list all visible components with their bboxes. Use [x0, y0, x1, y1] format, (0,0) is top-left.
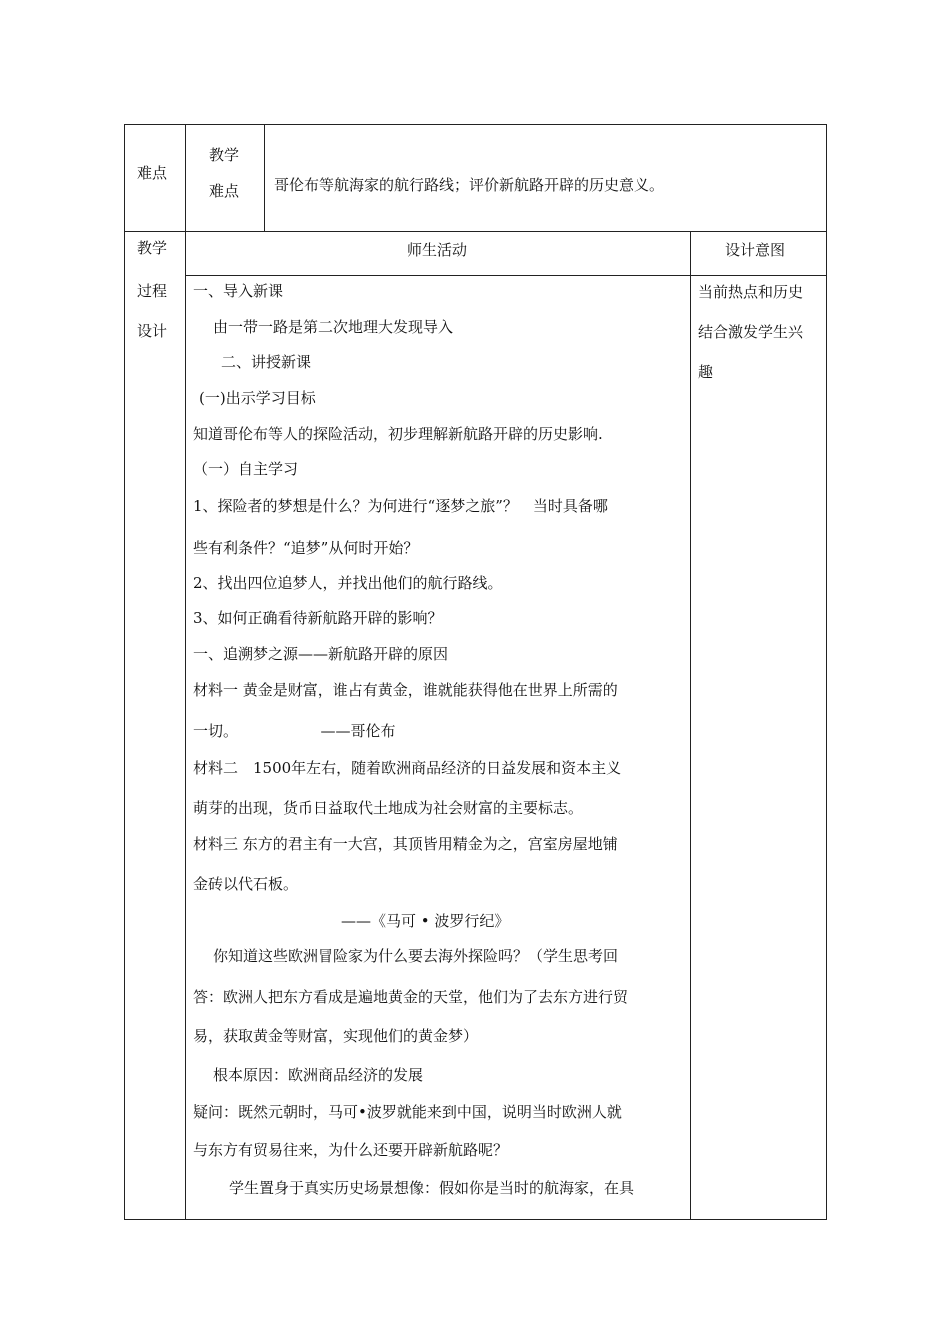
difficulty-inner-label-2: 难点: [209, 182, 240, 200]
activity-line: 一、追溯梦之源——新航路开辟的原因: [193, 645, 449, 663]
activity-line: 一、导入新课: [193, 282, 284, 300]
difficulty-inner-label-1: 教学: [209, 146, 240, 164]
table-top-border: [124, 124, 827, 125]
activity-line: 3、如何正确看待新航路开辟的影响？: [193, 609, 443, 627]
activity-line: 知道哥伦布等人的探险活动，初步理解新航路开辟的历史影响.: [193, 425, 603, 443]
side-label-divider: [185, 124, 186, 1220]
table-left-border: [124, 124, 125, 1220]
intent-column-header: 设计意图: [725, 241, 786, 259]
row-divider-difficulty: [124, 231, 827, 232]
activity-line: 材料二 1500年左右，随着欧洲商品经济的日益发展和资本主义: [193, 759, 622, 777]
process-side-label-3: 设计: [137, 322, 168, 340]
activity-line: 一切。 ——哥伦布: [193, 722, 396, 740]
process-side-label-1: 教学: [137, 239, 168, 257]
header-divider: [185, 275, 827, 276]
activity-line: 材料三 东方的君主有一大宫，其顶皆用精金为之，宫室房屋地铺: [193, 835, 618, 853]
activity-line: 学生置身于真实历史场景想像：假如你是当时的航海家，在具: [229, 1179, 635, 1197]
activity-line: 答：欧洲人把东方看成是遍地黄金的天堂，他们为了去东方进行贸: [193, 988, 629, 1006]
difficulty-outer-label: 难点: [137, 164, 168, 182]
activity-line: 根本原因：欧洲商品经济的发展: [213, 1066, 424, 1084]
activity-line: 些有利条件？“追梦”从何时开始？: [193, 539, 419, 557]
inner-label-divider: [264, 124, 265, 232]
activity-line: 二、讲授新课: [221, 353, 312, 371]
table-right-border: [826, 124, 827, 1220]
intent-column-divider: [690, 231, 691, 1220]
activity-line: 萌芽的出现，货币日益取代土地成为社会财富的主要标志。: [193, 799, 584, 817]
intent-line: 当前热点和历史: [698, 283, 804, 301]
activity-line: （一）自主学习: [193, 460, 299, 478]
activity-line: (一)出示学习目标: [199, 389, 316, 407]
activity-column-header: 师生活动: [407, 241, 468, 259]
activity-line: 1、探险者的梦想是什么？为何进行“逐梦之旅”？ 当时具备哪: [193, 497, 608, 515]
table-bottom-border: [124, 1219, 827, 1220]
activity-line: 材料一 黄金是财富，谁占有黄金，谁就能获得他在世界上所需的: [193, 681, 618, 699]
activity-line: 易，获取黄金等财富，实现他们的黄金梦）: [193, 1027, 479, 1045]
activity-line: 金砖以代石板。: [193, 875, 299, 893]
activity-line: ——《马可 • 波罗行纪》: [341, 912, 510, 930]
intent-line: 结合激发学生兴: [698, 323, 804, 341]
intent-line: 趣: [698, 363, 714, 381]
activity-line: 2、找出四位追梦人，并找出他们的航行路线。: [193, 574, 503, 592]
activity-line: 由一带一路是第二次地理大发现导入: [213, 318, 454, 336]
difficulty-content: 哥伦布等航海家的航行路线；评价新航路开辟的历史意义。: [274, 176, 665, 194]
activity-line: 与东方有贸易往来，为什么还要开辟新航路呢？: [193, 1141, 509, 1159]
activity-line: 疑问：既然元朝时，马可•波罗就能来到中国，说明当时欧洲人就: [193, 1103, 622, 1121]
process-side-label-2: 过程: [137, 282, 168, 300]
activity-line: 你知道这些欧洲冒险家为什么要去海外探险吗？（学生思考回: [213, 947, 619, 965]
